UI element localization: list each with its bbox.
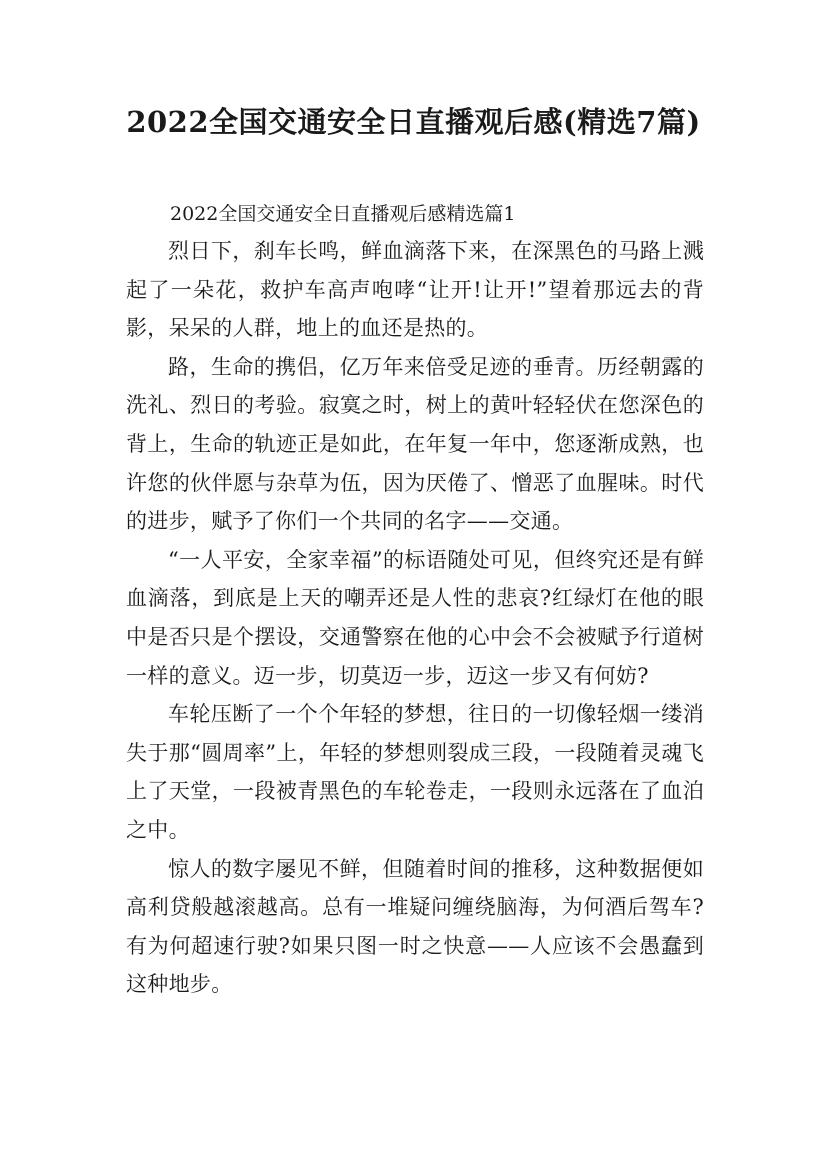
paragraph-3: “一人平安，全家幸福”的标语随处可见，但终究还是有鲜血滴落，到底是上天的嘲弄还是人性的悲哀?红绿灯在他的眼中是否只是个摆设，交通警察在他的心中会不会被赋予行道树一样的意义。迈一步，切莫迈一步，迈这一步又有何妨? [126,547,704,688]
document-body [126,196,704,1004]
section-heading: 2022全国交通安全日直播观后感精选篇1 [170,203,516,225]
paragraph-1: 烈日下，刹车长鸣，鲜血滴落下来，在深黑色的马路上溅起了一朵花，救护车高声咆哮“让开!让开!”望着那远去的背影，呆呆的人群，地上的血还是热的。 [126,239,704,341]
document-title: 2022全国交通安全日直播观后感(精选7篇) [126,105,701,139]
paragraph-4: 车轮压断了一个个年轻的梦想，往日的一切像轻烟一缕消失于那“圆周率”上，年轻的梦想则裂成三段，一段随着灵魂飞上了天堂，一段被青黑色的车轮卷走，一段则永远落在了血泊之中。 [126,702,704,842]
paragraph-2: 路，生命的携侣，亿万年来倍受足迹的垂青。历经朝露的洗礼、烈日的考验。寂寞之时，树上的黄叶轻轻伏在您深色的背上，生命的轨迹正是如此，在年复一年中，您逐渐成熟，也许您的伙伴愿与杂草为伍，因为厌倦了、憎恶了血腥味。时代的进步，赋予了你们一个共同的名字——交通。 [126,354,704,534]
paragraph-5: 惊人的数字屡见不鲜，但随着时间的推移，这种数据便如高利贷般越滚越高。总有一堆疑问缠绕脑海，为何酒后驾车?有为何超速行驶?如果只图一时之快意——人应该不会愚蠢到这种地步。 [126,856,704,997]
